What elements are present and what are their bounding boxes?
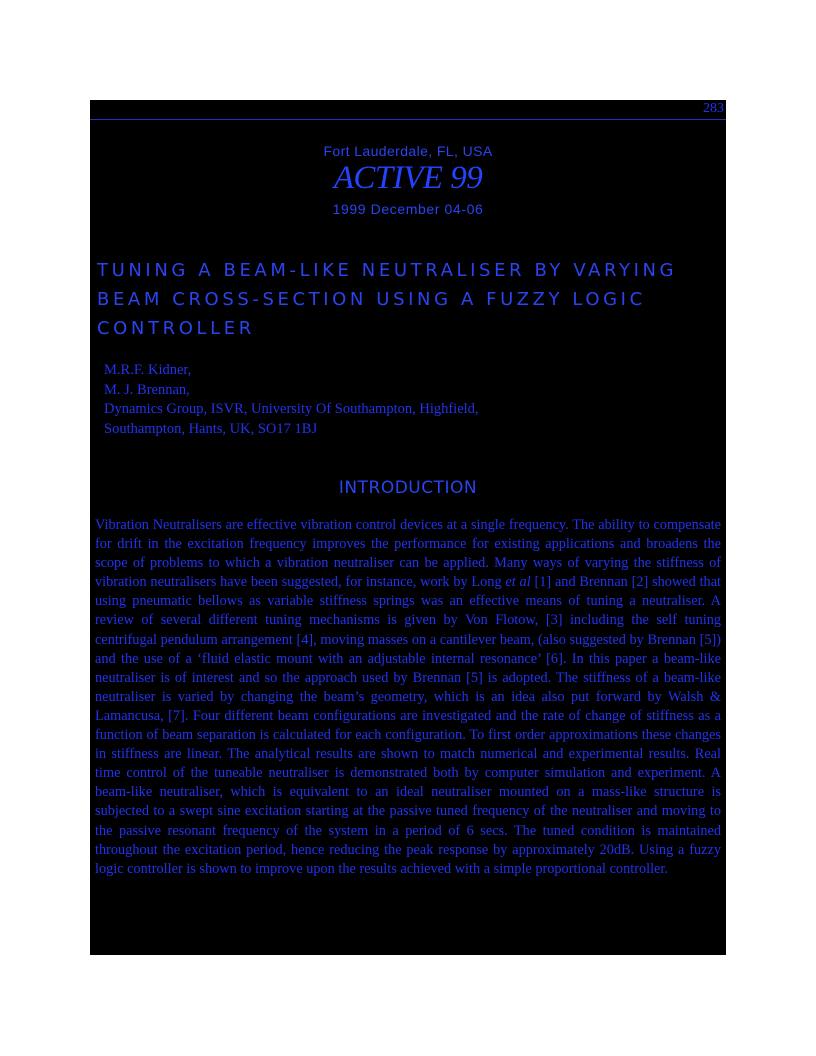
page-number: 283	[703, 101, 724, 116]
paragraph-italic-text: et al	[505, 574, 531, 591]
conference-location: Fort Lauderdale, FL, USA	[323, 143, 493, 159]
author-line: M. J. Brennan,	[104, 381, 190, 398]
conference-date: 1999 December 04-06	[332, 201, 484, 217]
conference-name: ACTIVE 99	[333, 160, 483, 196]
author-line: M.R.F. Kidner,	[104, 362, 192, 378]
section-heading-introduction: INTRODUCTION	[338, 478, 478, 498]
address-line: Southampton, Hants, UK, SO17 1BJ	[104, 420, 318, 437]
introduction-paragraph	[95, 516, 721, 879]
paragraph-text: Vibration Neutralisers are effective vibration control devices at a single frequency. The ability to compensate for drift in the excitation frequency improves the performance for existing applications and broadens the scope of problems to which a vibration neutraliser can be applied. Many ways of varying the stiffness of vibration neutralisers have been suggested, for instance, work by Long	[95, 517, 721, 591]
header-rule	[90, 119, 726, 120]
paragraph-text: [1] and Brennan [2] showed that using pneumatic bellows as variable stiffness springs was an effective means of tuning a neutraliser. A review of several different tuning mechanisms is given by Von Flotow, [3] including the self tuning centrifugal pendulum arrangement [4], moving masses on a cantilever beam, (also suggested by Brennan [5]) and the use of a ‘fluid elastic mount with an adjustable internal resonance’ [6]. In this paper a beam-like neutraliser is of interest and so the approach used by Brennan [5] is adopted. The stiffness of a beam-like neutraliser is varied by changing the beam’s geometry, which is an idea also put forward by Walsh & Lamancusa, [7]. Four different beam configurations are investigated and the rate of change of stiffness as a function of beam separation is calculated for each configuration. To first order approximations these changes in stiffness are linear. The analytical results are shown to match numerical and experimental results. Real time control of the tuneable neutraliser is demonstrated both by computer simulation and experiment. A beam-like neutraliser, which is equivalent to an ideal neutraliser mounted on a mass-like structure is subjected to a swept sine excitation starting at the passive tuned frequency of the neutraliser and moving to the passive resonant frequency of the system in a period of 6 secs. The tuned condition is maintained throughout the excitation period, hence reducing the peak response by approximately 20dB. Using a fuzzy logic controller is shown to improve upon the results achieved with a simple proportional controller.	[95, 574, 722, 877]
affiliation-line: Dynamics Group, ISVR, University Of Southampton, Highfield,	[104, 401, 479, 417]
author-block	[104, 361, 479, 439]
paper-title: TUNING A BEAM-LIKE NEUTRALISER BY VARYING BEAM CROSS-SECTION USING A FUZZY LOGIC CONTROLLER	[97, 260, 678, 339]
page-panel	[90, 100, 726, 955]
